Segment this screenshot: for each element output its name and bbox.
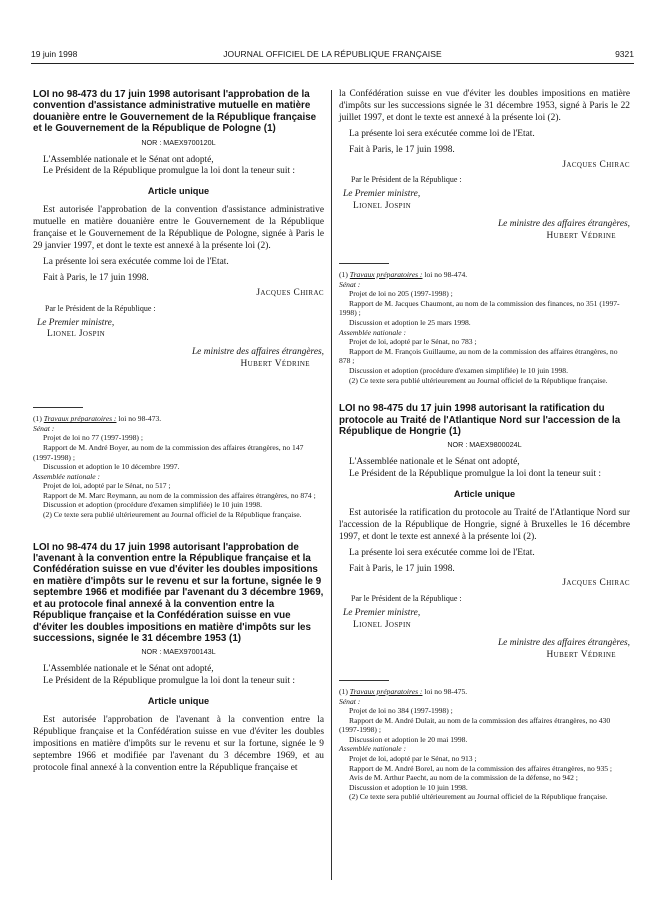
president-signature: Jacques Chirac: [562, 159, 630, 170]
fn-an-item: Discussion et adoption (procédure d'examen simplifiée) le 10 juin 1998.: [43, 500, 263, 510]
fn-senat-item: Rapport de M. Jacques Chaumont, au nom de la commission des finances, no 351 (1997-1998) ;: [339, 298, 620, 318]
fn-an-item: Rapport de M. François Guillaume, au nom de la commission des affaires étrangères, no 878 ;: [339, 346, 618, 366]
done-at: Fait à Paris, le 17 juin 1998.: [43, 272, 149, 283]
president-signature: Jacques Chirac: [562, 578, 630, 589]
footnotes: [339, 270, 630, 385]
running-header: [31, 49, 634, 63]
header-rule: [31, 63, 634, 64]
fn-law-ref: loi no 98-474.: [422, 269, 468, 279]
nor-reference: NOR : MAEX9700120L: [141, 137, 216, 147]
execution-clause: La présente loi sera exécutée comme loi de l'Etat.: [349, 547, 535, 558]
execution-clause: La présente loi sera exécutée comme loi de l'Etat.: [349, 128, 535, 139]
nor-reference: NOR : MAEX9700143L: [141, 647, 216, 657]
fn-an-heading: Assemblée nationale :: [33, 471, 101, 481]
execution-clause: La présente loi sera exécutée comme loi de l'Etat.: [43, 256, 229, 267]
fn-senat-item: Discussion et adoption le 20 mai 1998.: [349, 734, 468, 744]
fn-senat-item: Discussion et adoption le 25 mars 1998.: [349, 317, 471, 327]
fn-senat-item: Projet de loi no 384 (1997-1998) ;: [349, 706, 453, 716]
right-column: [339, 89, 630, 802]
fn-an-item: Projet de loi, adopté par le Sénat, no 783 ;: [349, 337, 477, 347]
law-title: LOI no 98-473 du 17 juin 1998 autorisant l'approbation de la convention d'assistance administrative mutuelle en matière douanière entre le Gouvernement de la République française et le Gouvernement de la République de Pologne (1): [33, 89, 317, 135]
article-text-part-1: Est autorisée l'approbation de l'avenant à la convention entre la République française et la Confédération suisse en vue d'éviter les doubles impositions en matière d'impôts sur le revenu et sur la fortune, signée le 9 septembre 1966 et modifiée par l'avenant du 3 décembre 1969, et au protocole final annexé à la convention entre la République française et: [33, 714, 324, 773]
pm-name: Lionel Jospin: [353, 620, 412, 631]
fn-senat-item: Projet de loi no 205 (1997-1998) ;: [349, 289, 453, 299]
fn-an-item: Avis de M. Arthur Paecht, au nom de la commission de la défense, no 942 ;: [349, 773, 578, 783]
header-date: 19 juin 1998: [31, 49, 78, 59]
law-98-474: [33, 542, 324, 775]
fn-senat-item: Rapport de M. André Boyer, au nom de la commission des affaires étrangères, no 147 (1997-1998) ;: [33, 442, 304, 462]
article-text-part-2: la Confédération suisse en vue d'éviter les doubles impositions en matière d'impôts sur les successions signée le 31 décembre 1953, signé à Paris le 22 juillet 1997, et dont le texte est annexé à la présente loi (2).: [339, 89, 630, 123]
intro-promulgation: Le Président de la République promulgue la loi dont la teneur suit :: [43, 166, 296, 177]
minister-name: Hubert Védrine: [546, 650, 616, 660]
fn-senat-item: Discussion et adoption le 10 décembre 1997.: [43, 462, 180, 472]
article-heading: Article unique: [147, 186, 210, 197]
intro-adopted: L'Assemblée nationale et le Sénat ont adopté,: [349, 457, 520, 468]
article-text: Est autorisée la ratification du protocole au Traité de l'Atlantique Nord sur l'accession de la République de Hongrie, signé à Bruxelles le 16 décembre 1997, et dont le texte est annexé à la présente loi (2).: [339, 507, 630, 542]
intro-promulgation: Le Président de la République promulgue la loi dont la teneur suit :: [43, 676, 296, 687]
fn-senat-heading: Sénat :: [339, 279, 361, 289]
fn-number: (1): [339, 269, 350, 279]
law-98-474-continued: [339, 89, 630, 385]
by-president: Par le Président de la République :: [45, 303, 156, 313]
footnotes: [33, 414, 324, 520]
footnote-rule: [339, 680, 389, 681]
fn-an-item: Projet de loi, adopté par le Sénat, no 517 ;: [43, 481, 171, 491]
fn-publication-note: (2) Ce texte sera publié ultérieurement au Journal officiel de la République française.: [349, 792, 608, 802]
by-president: Par le Président de la République :: [351, 175, 462, 185]
pm-title: Le Premier ministre,: [37, 317, 115, 328]
header-page-number: 9321: [615, 49, 634, 59]
fn-law-ref: loi no 98-473.: [116, 414, 162, 424]
fn-an-item: Projet de loi, adopté par le Sénat, no 913 ;: [349, 754, 477, 764]
fn-an-item: Discussion et adoption le 10 juin 1998.: [349, 782, 468, 792]
law-98-475: [339, 403, 630, 802]
pm-name: Lionel Jospin: [353, 201, 412, 212]
travaux-preparatoires-link[interactable]: Travaux préparatoires :: [43, 414, 117, 424]
fn-senat-heading: Sénat :: [339, 696, 361, 706]
article-heading: Article unique: [453, 489, 516, 500]
header-journal-title: JOURNAL OFFICIEL DE LA RÉPUBLIQUE FRANÇAISE: [223, 49, 442, 59]
travaux-preparatoires-link[interactable]: Travaux préparatoires :: [349, 686, 423, 696]
article-text: Est autorisée l'approbation de la convention d'assistance administrative mutuelle en matière douanière entre le Gouvernement de la République française et le Gouvernement de la République de Pologne, signée à Paris le 29 janvier 1997, et dont le texte est annexé à la présente loi (2).: [33, 205, 324, 251]
fn-an-item: Discussion et adoption (procédure d'examen simplifiée) le 10 juin 1998.: [349, 365, 569, 375]
footnotes: [339, 687, 630, 802]
fn-senat-item: Projet de loi no 77 (1997-1998) ;: [43, 433, 143, 443]
article-heading: Article unique: [147, 696, 210, 707]
by-president: Par le Président de la République :: [351, 594, 462, 604]
left-column: [33, 89, 324, 774]
law-98-473: [33, 89, 324, 520]
fn-number: (1): [33, 414, 44, 424]
law-title: LOI no 98-474 du 17 juin 1998 autorisant l'approbation de l'avenant à la convention entre la République française et la Confédération suisse en vue d'éviter les doubles impositions en matière d'impôts sur le revenu et sur la fortune, signée le 9 septembre 1966 et modifiée par l'avenant du 3 décembre 1969, et au protocole final annexé à la convention entre la République française et la Confédération suisse en vue d'éviter les doubles impositions en matière d'impôts sur les successions, signée le 31 décembre 1953 (1): [33, 541, 324, 644]
intro-adopted: L'Assemblée nationale et le Sénat ont adopté,: [43, 154, 214, 165]
fn-senat-heading: Sénat :: [33, 423, 55, 433]
fn-an-item: Rapport de M. Marc Reymann, au nom de la commission des affaires étrangères, no 874 ;: [43, 490, 316, 500]
minister-title: Le ministre des affaires étrangères,: [497, 638, 630, 649]
pm-title: Le Premier ministre,: [343, 608, 421, 619]
fn-number: (1): [339, 686, 350, 696]
fn-an-heading: Assemblée nationale :: [339, 744, 407, 754]
fn-an-item: Rapport de M. André Borel, au nom de la commission des affaires étrangères, no 935 ;: [349, 763, 613, 773]
column-divider: [331, 90, 332, 880]
fn-senat-item: Rapport de M. André Dulait, au nom de la commission des affaires étrangères, no 430 (1997-1998) ;: [339, 715, 611, 735]
pm-title: Le Premier ministre,: [343, 189, 421, 200]
footnote-rule: [339, 263, 389, 264]
nor-reference: NOR : MAEX9800024L: [447, 440, 522, 450]
minister-name: Hubert Védrine: [240, 359, 310, 370]
travaux-preparatoires-link[interactable]: Travaux préparatoires :: [349, 269, 423, 279]
fn-publication-note: (2) Ce texte sera publié ultérieurement au Journal officiel de la République française.: [43, 510, 302, 520]
fn-law-ref: loi no 98-475.: [422, 686, 468, 696]
fn-publication-note: (2) Ce texte sera publié ultérieurement au Journal officiel de la République française.: [349, 375, 608, 385]
intro-promulgation: Le Président de la République promulgue la loi dont la teneur suit :: [349, 469, 602, 480]
minister-title: Le ministre des affaires étrangères,: [191, 347, 324, 358]
law-title: LOI no 98-475 du 17 juin 1998 autorisant la ratification du protocole au Traité de l'Atlantique Nord sur l'accession de la République de Hongrie (1): [339, 403, 621, 437]
fn-an-heading: Assemblée nationale :: [339, 327, 407, 337]
footnote-rule: [33, 407, 83, 408]
done-at: Fait à Paris, le 17 juin 1998.: [349, 144, 455, 155]
minister-title: Le ministre des affaires étrangères,: [497, 219, 630, 230]
president-signature: Jacques Chirac: [256, 287, 324, 298]
intro-adopted: L'Assemblée nationale et le Sénat ont adopté,: [43, 664, 214, 675]
done-at: Fait à Paris, le 17 juin 1998.: [349, 563, 455, 574]
minister-name: Hubert Védrine: [546, 231, 616, 242]
pm-name: Lionel Jospin: [47, 329, 106, 340]
